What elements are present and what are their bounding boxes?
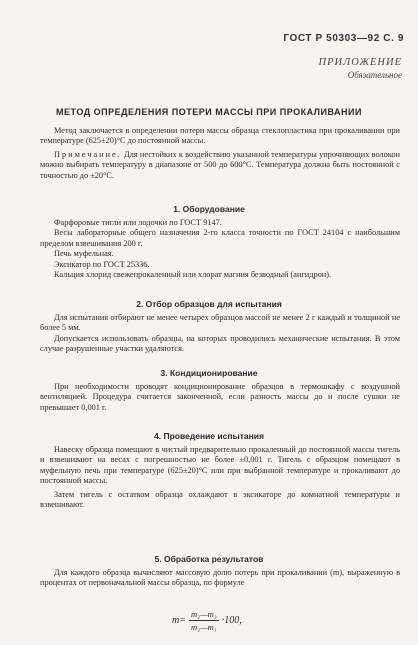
- section-5-line: Для каждого образца вычисляют массовую долю потерь при прокаливании (m), выраженную в процентах от первоначальной массы образца, по формуле: [40, 568, 400, 588]
- section-5-body: [40, 568, 400, 589]
- section-2-line: Допускается использовать образцы, на которых проводились механические испытания. В этом случае разрушенные участки удаляются.: [40, 333, 400, 354]
- intro-paragraph: Метод заключается в определении потери массы образца стеклопластика при прокаливании при температуре (625±20)°С до постоянной массы.: [40, 126, 400, 146]
- formula-numerator: m₂—m₃: [190, 609, 217, 619]
- document-title: МЕТОД ОПРЕДЕЛЕНИЯ ПОТЕРИ МАССЫ ПРИ ПРОКАЛИВАНИИ: [56, 107, 362, 117]
- section-4-line: Навеску образца помещают в чистый предварительно прокаленный до постоянной массы тигель и взвешивают на весах с погрешностью не более ±0,001 г. Тигель с образцом помещают в муфельную печь при температуре (625±20)°С или при выбранной температуре и прокаливают до постоянной массы.: [40, 445, 400, 486]
- section-1-line: Печь муфельная.: [54, 249, 114, 259]
- section-4-heading: 4. Проведение испытания: [154, 431, 264, 441]
- section-3-line: При необходимости проводят кондиционирование образцов в термошкафу с воздушной вентиляцией. Процедура считается законченной, если разность массы до и после сушки не превышает 0,001 г.: [40, 382, 400, 412]
- note-text: Для нестойких к воздействию указанной температуры упрочняющих волокон можно выбирать температуру в диапазоне от 500 до 600°С. Температура должна быть постоянной с точностью до ±20°С.: [40, 149, 400, 180]
- section-4-line: Затем тигель с остатком образца охлаждают в эксикаторе до комнатной температуры и взвешивают.: [40, 489, 400, 510]
- section-2-body: [40, 313, 400, 355]
- section-4-body: [40, 445, 400, 510]
- section-1-line: Весы лабораторные общего назначения 2-го класса точности по ГОСТ 24104 с наибольшим пределом взвешивания 200 г.: [40, 228, 400, 248]
- section-5-heading: 5. Обработка результатов: [154, 554, 264, 564]
- section-2-line: Для испытания отбирают не менее четырех образцов массой не менее 2 г каждый и толщиной не более 5 мм.: [40, 313, 400, 333]
- section-1-line: Кальция хлорид свежепрокаленный или хлорат магния безводный (ангидрон).: [54, 270, 332, 280]
- appendix-label: [319, 57, 403, 80]
- section-1-heading: 1. Оборудование: [173, 204, 245, 214]
- section-1-line: Эксикатор по ГОСТ 25336.: [54, 259, 150, 269]
- mass-loss-formula: [172, 609, 242, 632]
- note-label: Примечание.: [54, 149, 122, 159]
- section-1-body: [40, 218, 400, 280]
- section-3-body: [40, 382, 400, 413]
- page-header: ГОСТ Р 50303—92 С. 9: [283, 33, 404, 44]
- intro-block: [40, 126, 400, 181]
- section-3-heading: 3. Кондиционирование: [160, 368, 258, 378]
- note-paragraph: [40, 150, 400, 181]
- formula-lhs: m=: [172, 615, 186, 626]
- formula-rhs: ·100,: [221, 615, 242, 626]
- section-1-line: Фарфоровые тигли или лодочки по ГОСТ 9147.: [54, 218, 222, 227]
- appendix-subtitle: Обязательное: [347, 70, 402, 80]
- section-2-heading: 2. Отбор образцов для испытания: [136, 299, 282, 309]
- appendix-title: ПРИЛОЖЕНИЕ: [318, 57, 402, 68]
- formula-denominator: m₂—m₁: [190, 622, 217, 632]
- formula-fraction: [189, 609, 219, 632]
